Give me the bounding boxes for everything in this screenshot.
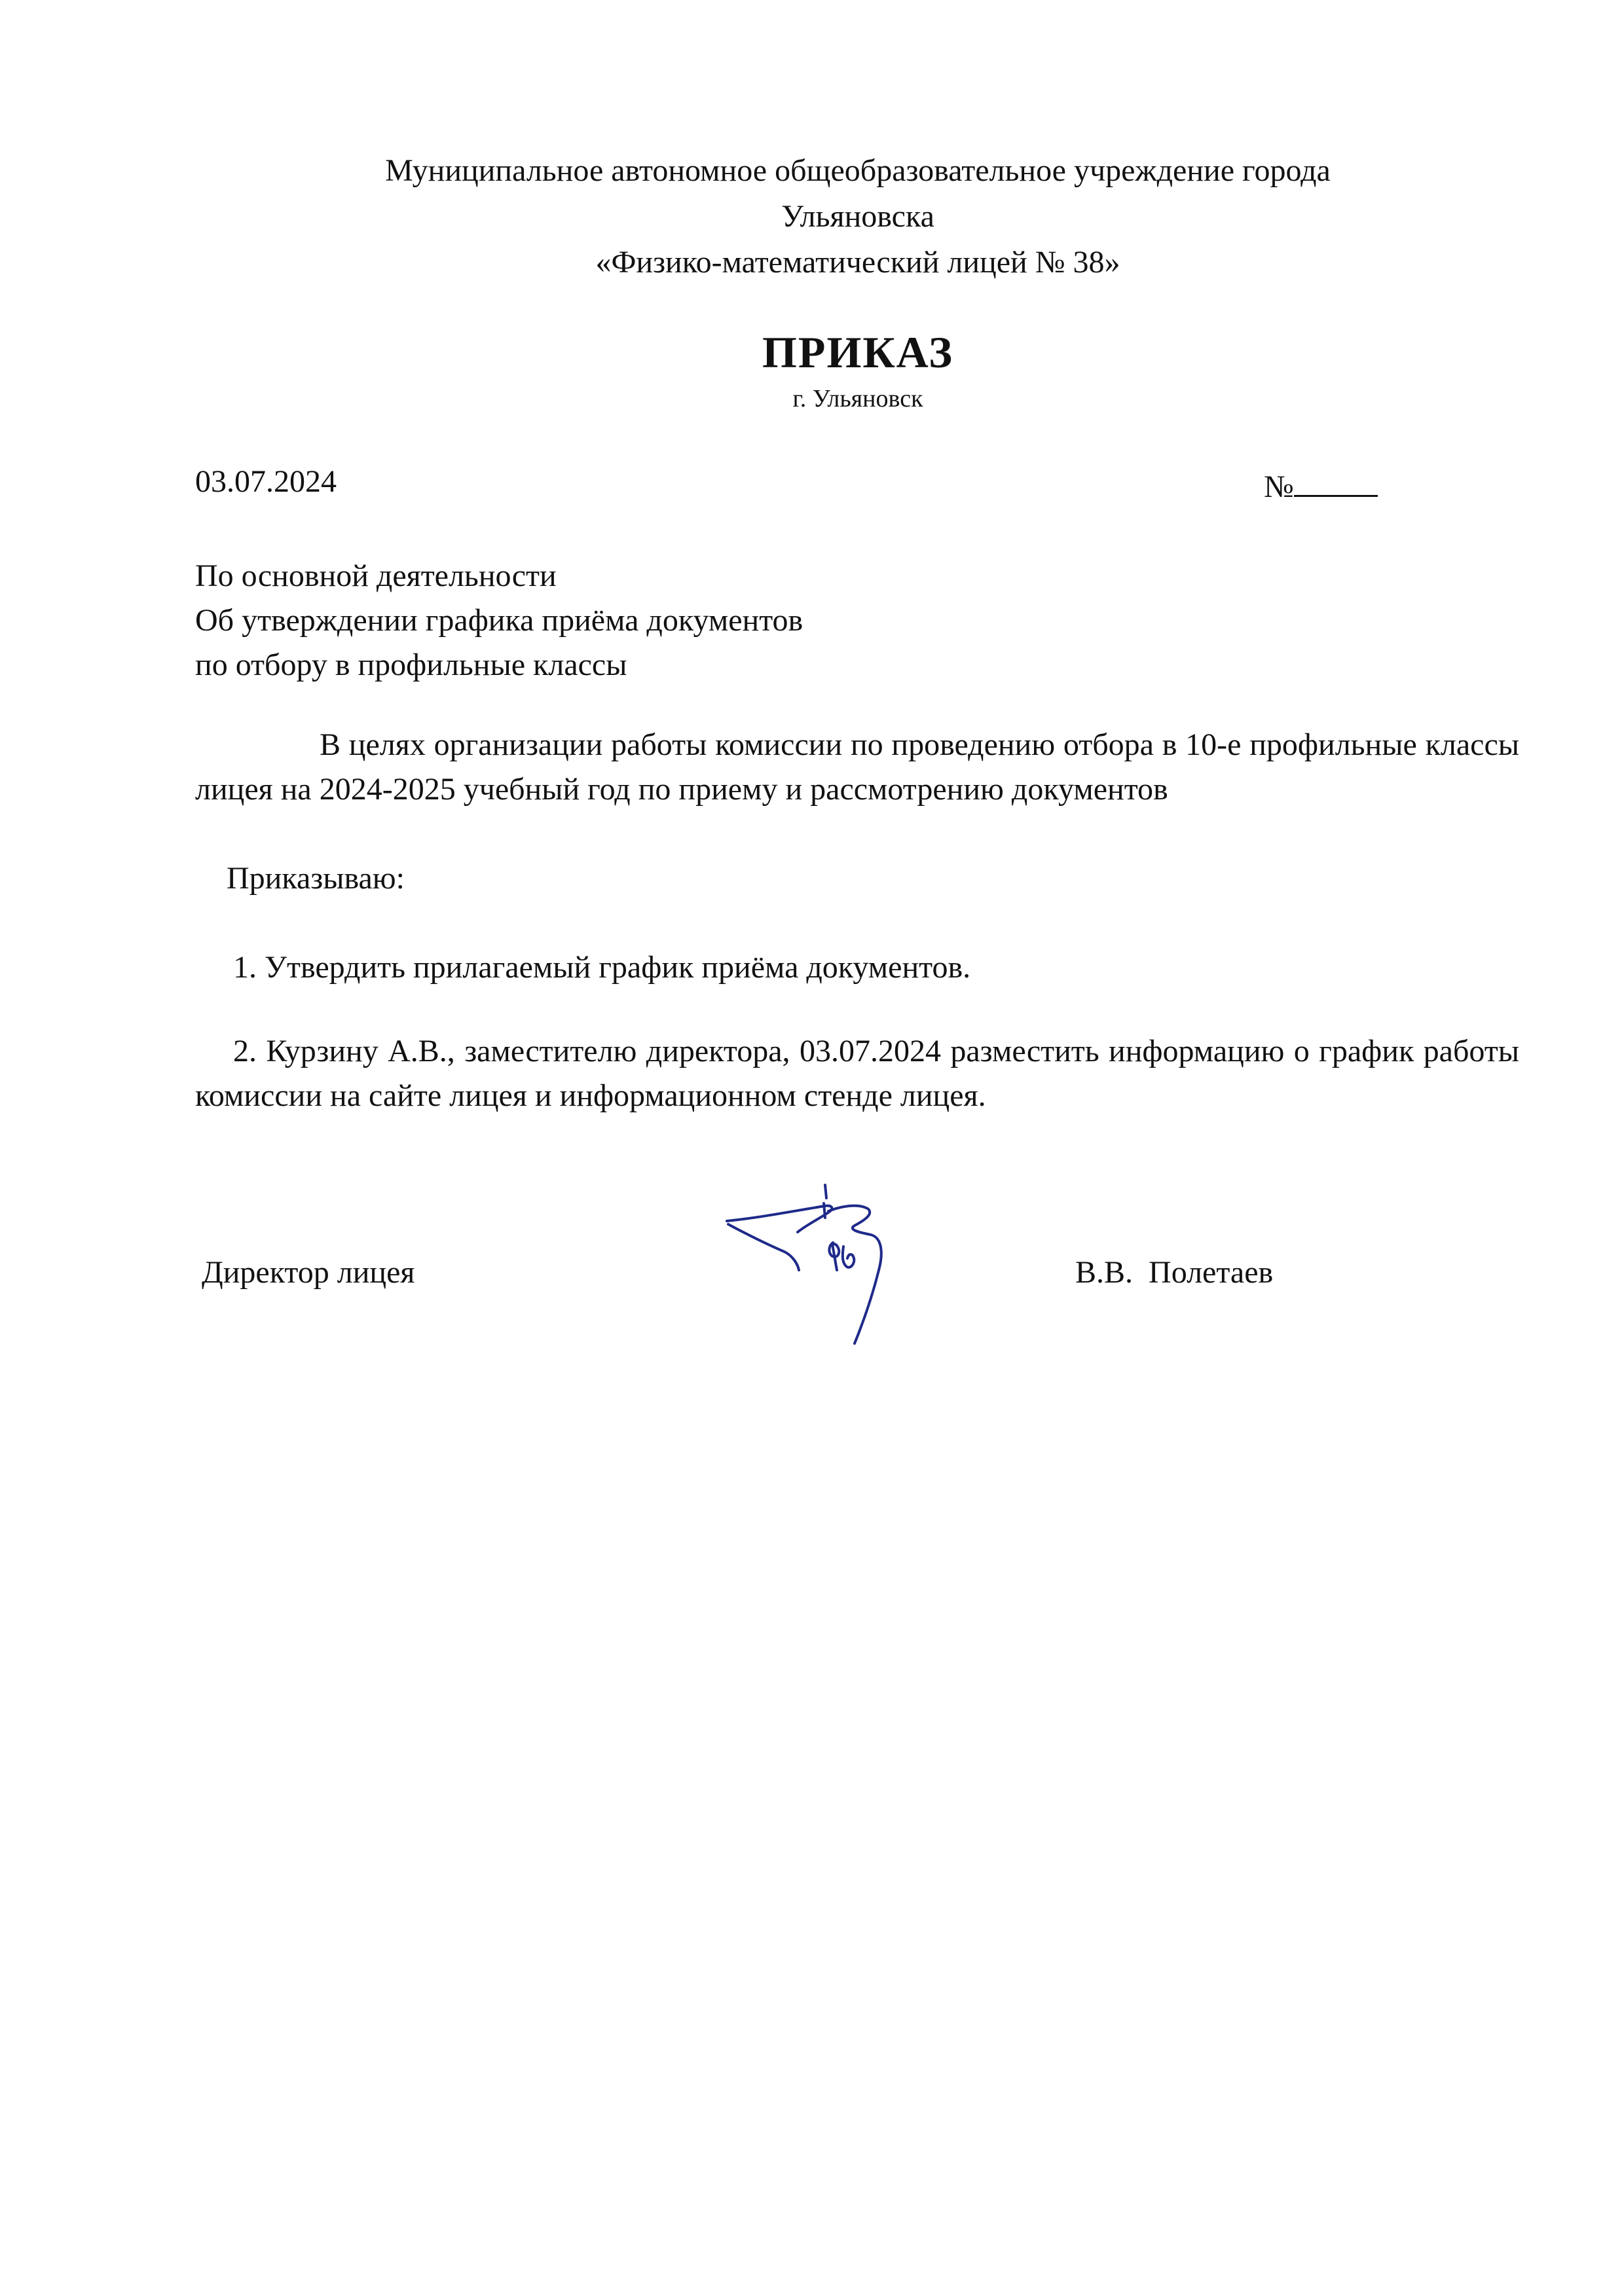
org-name-line-1: Муниципальное автономное общеобразовательное учреждение города (385, 153, 1331, 188)
org-name-line-2: Ульяновска (781, 199, 934, 234)
order-item-2: 2. Курзину А.В., заместителю директора, 03.07.2024 разместить информацию о график работы комиссии на сайте лицея и информационном стенде лицея. (195, 1034, 1519, 1113)
order-item-1: 1. Утвердить прилагаемый график приёма документов. (233, 950, 971, 985)
signatory-position: Директор лицея (202, 1255, 415, 1290)
number-blank (1294, 461, 1378, 497)
document-title: ПРИКАЗ (762, 327, 953, 377)
subject-line-1: По основной деятельности (195, 558, 557, 593)
number-label: № (1264, 469, 1294, 504)
subject-line-2: Об утверждении графика приёма документов (195, 603, 803, 638)
document-city: г. Ульяновск (792, 385, 923, 412)
subject-line-3: по отбору в профильные классы (195, 647, 627, 682)
signatory-name: В.В. Полетаев (1075, 1255, 1274, 1290)
order-word: Приказываю: (227, 861, 405, 896)
signature-strokes (727, 1185, 881, 1343)
preamble-paragraph: В целях организации работы комиссии по проведению отбора в 10-е профильные классы лицея на 2024-2025 учебный год по приему и рассмотрению документов (195, 727, 1519, 807)
document-number (1264, 461, 1378, 508)
handwritten-signature (720, 1172, 936, 1368)
document-date: 03.07.2024 (195, 464, 337, 499)
org-name-line-3: «Физико-математический лицей № 38» (595, 245, 1120, 280)
